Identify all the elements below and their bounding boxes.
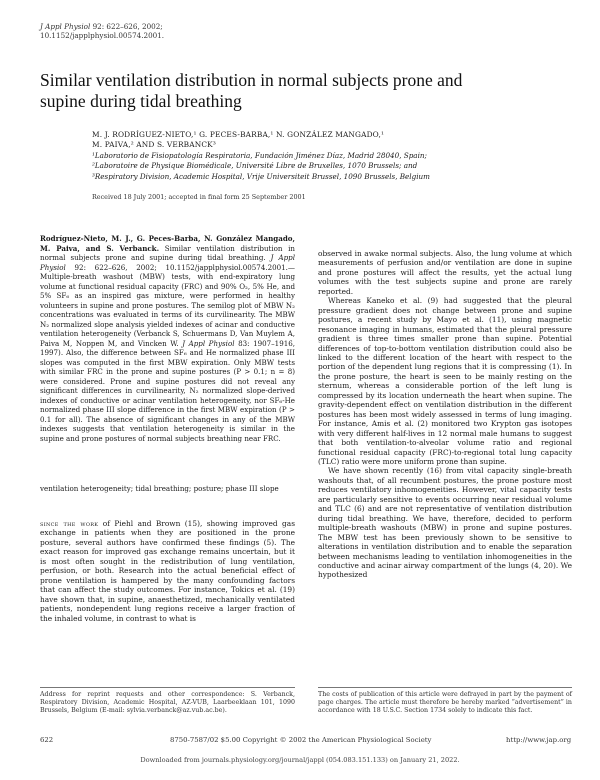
lead-in: since the work <box>40 519 99 528</box>
affiliations <box>92 151 430 182</box>
download-notice: Downloaded from journals.physiology.org/journal/jappl (054.083.151.133) on January 21, 2022. <box>140 756 460 764</box>
abstract-text: 92: 622–626, 2002; 10.1152/japplphysiol.00574.2001.—Multiple-breath washout (MBW) tests, with end-expiratory lung volume at functional residual capacity (FRC) and 90% O₂, 5% He, and 5% SF₆ as an inspired gas mixture, were performed in healthy volunteers in supine and prone postures. The semilog plot of MBW N₂ concentrations was evaluated in terms of its curvilinearity. The MBW N₂ normalized slope analysis yielded indexes of acinar and conductive ventilation heterogeneity (Verbanck S, Schuermans D, Van Muylem A, Paiva M, Noppen M, and Vincken W. <box>40 262 295 348</box>
citation-volume: 92: 622–626, 2002; <box>90 22 163 31</box>
keywords: ventilation heterogeneity; tidal breathing; posture; phase III slope <box>40 484 279 493</box>
abstract-text-cont: 83: 1907–1916, 1997). Also, the difference between SF₆ and He normalized phase III slopes was computed in the first MBW expiration. Only MBW tests with similar FRC in the prone and supine postures (P > 0.1; n = 8) were considered. Prone and supine postures did not reveal any significant differences in curvilinearity, N₂ normalized slope-derived indexes of conductive or acinar ventilation heterogeneity, nor SF₆-He normalized phase III slope difference in the first MBW expiration (P > 0.1 for all). The absence of significant changes in any of the MBW indexes suggests that ventilation heterogeneity is similar in the supine and prone postures of normal subjects breathing near FRC. <box>40 338 295 443</box>
correspondence-footnote: Address for reprint requests and other correspondence: S. Verbanck, Respiratory Division, Academic Hospital, AZ-VUB, Laarbeeklaan 101, 1090 Brussels, Belgium (E-mail: sylvia.verbanck@az.vub.ac.be). <box>40 691 295 715</box>
journal-citation <box>40 22 164 40</box>
abstract-journal: J Appl Physiol <box>40 253 295 272</box>
footnote-divider <box>318 687 572 688</box>
journal-name: J Appl Physiol <box>40 22 91 31</box>
abstract <box>40 234 295 443</box>
paragraph: We have shown recently (16) from vital capacity single-breath washouts that, of all recumbent postures, the prone posture most reduces ventilatory inhomogeneities. However, vital capacity tests are particularly sensitive to events occurring near residual volume and TLC (6) and are not representative of ventilation distribution during tidal breathing. We have, therefore, decided to perform multiple-breath washouts (MBW) in prone and supine postures. The MBW test has been previously shown to be sensitive to alterations in ventilation distribution and to enable the separation between mechanisms leading to ventilation inhomogeneities in the conductive and acinar airway compartment of the lungs (4, 20). We hypothesized <box>318 466 572 580</box>
page-number: 622 <box>40 736 54 744</box>
footnote-divider <box>40 687 295 688</box>
journal-url[interactable]: http://www.jap.org <box>506 736 572 744</box>
author-line: M. J. RODRÍGUEZ-NIETO,¹ G. PECES-BARBA,¹ N. GONZÁLEZ MANGADO,¹ <box>92 130 385 139</box>
abstract-title: Similar ventilation distribution in normal subjects prone and supine during tidal breathing. <box>40 243 295 262</box>
paragraph: since the work of Piehl and Brown (15), showing improved gas exchange in patients when they are positioned in the prone posture, several authors have confirmed these findings (5). The exact reason for improved gas exchange remains uncertain, but it is most often sought in the redistribution of lung ventilation, perfusion, or both. Research into the actual beneficial effect of prone ventilation is hampered by the many confounding factors that can affect the study outcomes. For instance, Tokics et al. (19) have shown that, in supine, anaesthetized, mechanically ventilated patients, nondependent lung regions receive a larger fraction of the inhaled volume, in contrast to what is <box>40 519 295 623</box>
doi[interactable]: 10.1152/japplphysiol.00574.2001. <box>40 31 165 40</box>
paragraph: observed in awake normal subjects. Also, the lung volume at which measurements of perfusion and/or ventilation are done in supine and prone postures will affect the results, yet the actual lung volumes with the test subjects supine and prone are rarely reported. <box>318 249 572 296</box>
publication-cost-footnote: The costs of publication of this article were defrayed in part by the payment of page charges. The article must therefore be hereby marked “advertisement” in accordance with 18 U.S.C. Section 1734 solely to indicate this fact. <box>318 691 572 715</box>
affiliation: ³Respiratory Division, Academic Hospital, Vrije Universiteit Brussel, 1090 Brussels, Belgium <box>92 171 430 181</box>
copyright-line: 8750-7587/02 $5.00 Copyright © 2002 the American Physiological Society <box>170 736 432 744</box>
abstract-journal-ref: J Appl Physiol <box>182 338 235 348</box>
received-dates: Received 18 July 2001; accepted in final form 25 September 2001 <box>92 193 306 201</box>
author-list <box>92 130 384 151</box>
author-line: M. PAIVA,² AND S. VERBANCK³ <box>92 140 216 150</box>
body-left-column <box>40 519 295 623</box>
paragraph: Whereas Kaneko et al. (9) had suggested that the pleural pressure gradient does not change between prone and supine postures, a recent study by Mayo et al. (11), using magnetic resonance imaging in humans, estimated that the pleural pressure gradient is three times smaller prone than supine. Potential differences of top-to-bottom ventilation distribution could also be linked to the different location of the heart with respect to the portion of the dependent lung regions that it is compressing (1). In the prone posture, the heart is seen to be mainly resting on the sternum, whereas a considerable portion of the left lung is compressed by its location underneath the heart when supine. The gravity-dependent effect on ventilation distribution in the different postures has been most widely assessed in terms of lung imaging. For instance, Amis et al. (2) monitored two Krypton gas isotopes with very different half-lives in 12 normal male humans to suggest that both ventilation-to-alveolar volume ratio and regional functional residual capacity (FRC)-to-regional total lung capacity (TLC) ratio were more uniform prone than supine. <box>318 296 572 466</box>
article-title: Similar ventilation distribution in normal subjects prone and supine during tidal breathing <box>40 70 463 111</box>
affiliation: ¹Laboratorio de Fisiopatología Respiratoria, Fundación Jiménez Díaz, Madrid 28040, Spain; <box>92 151 427 160</box>
affiliation: ²Laboratoire de Physique Biomédicale, Université Libre de Bruxelles, 1070 Brussels; and <box>92 161 418 171</box>
abstract-authors: Rodríguez-Nieto, M. J., G. Peces-Barba, N. González Mangado, M. Paiva, and S. Verbanck. <box>40 234 295 253</box>
body-right-column <box>318 249 572 580</box>
